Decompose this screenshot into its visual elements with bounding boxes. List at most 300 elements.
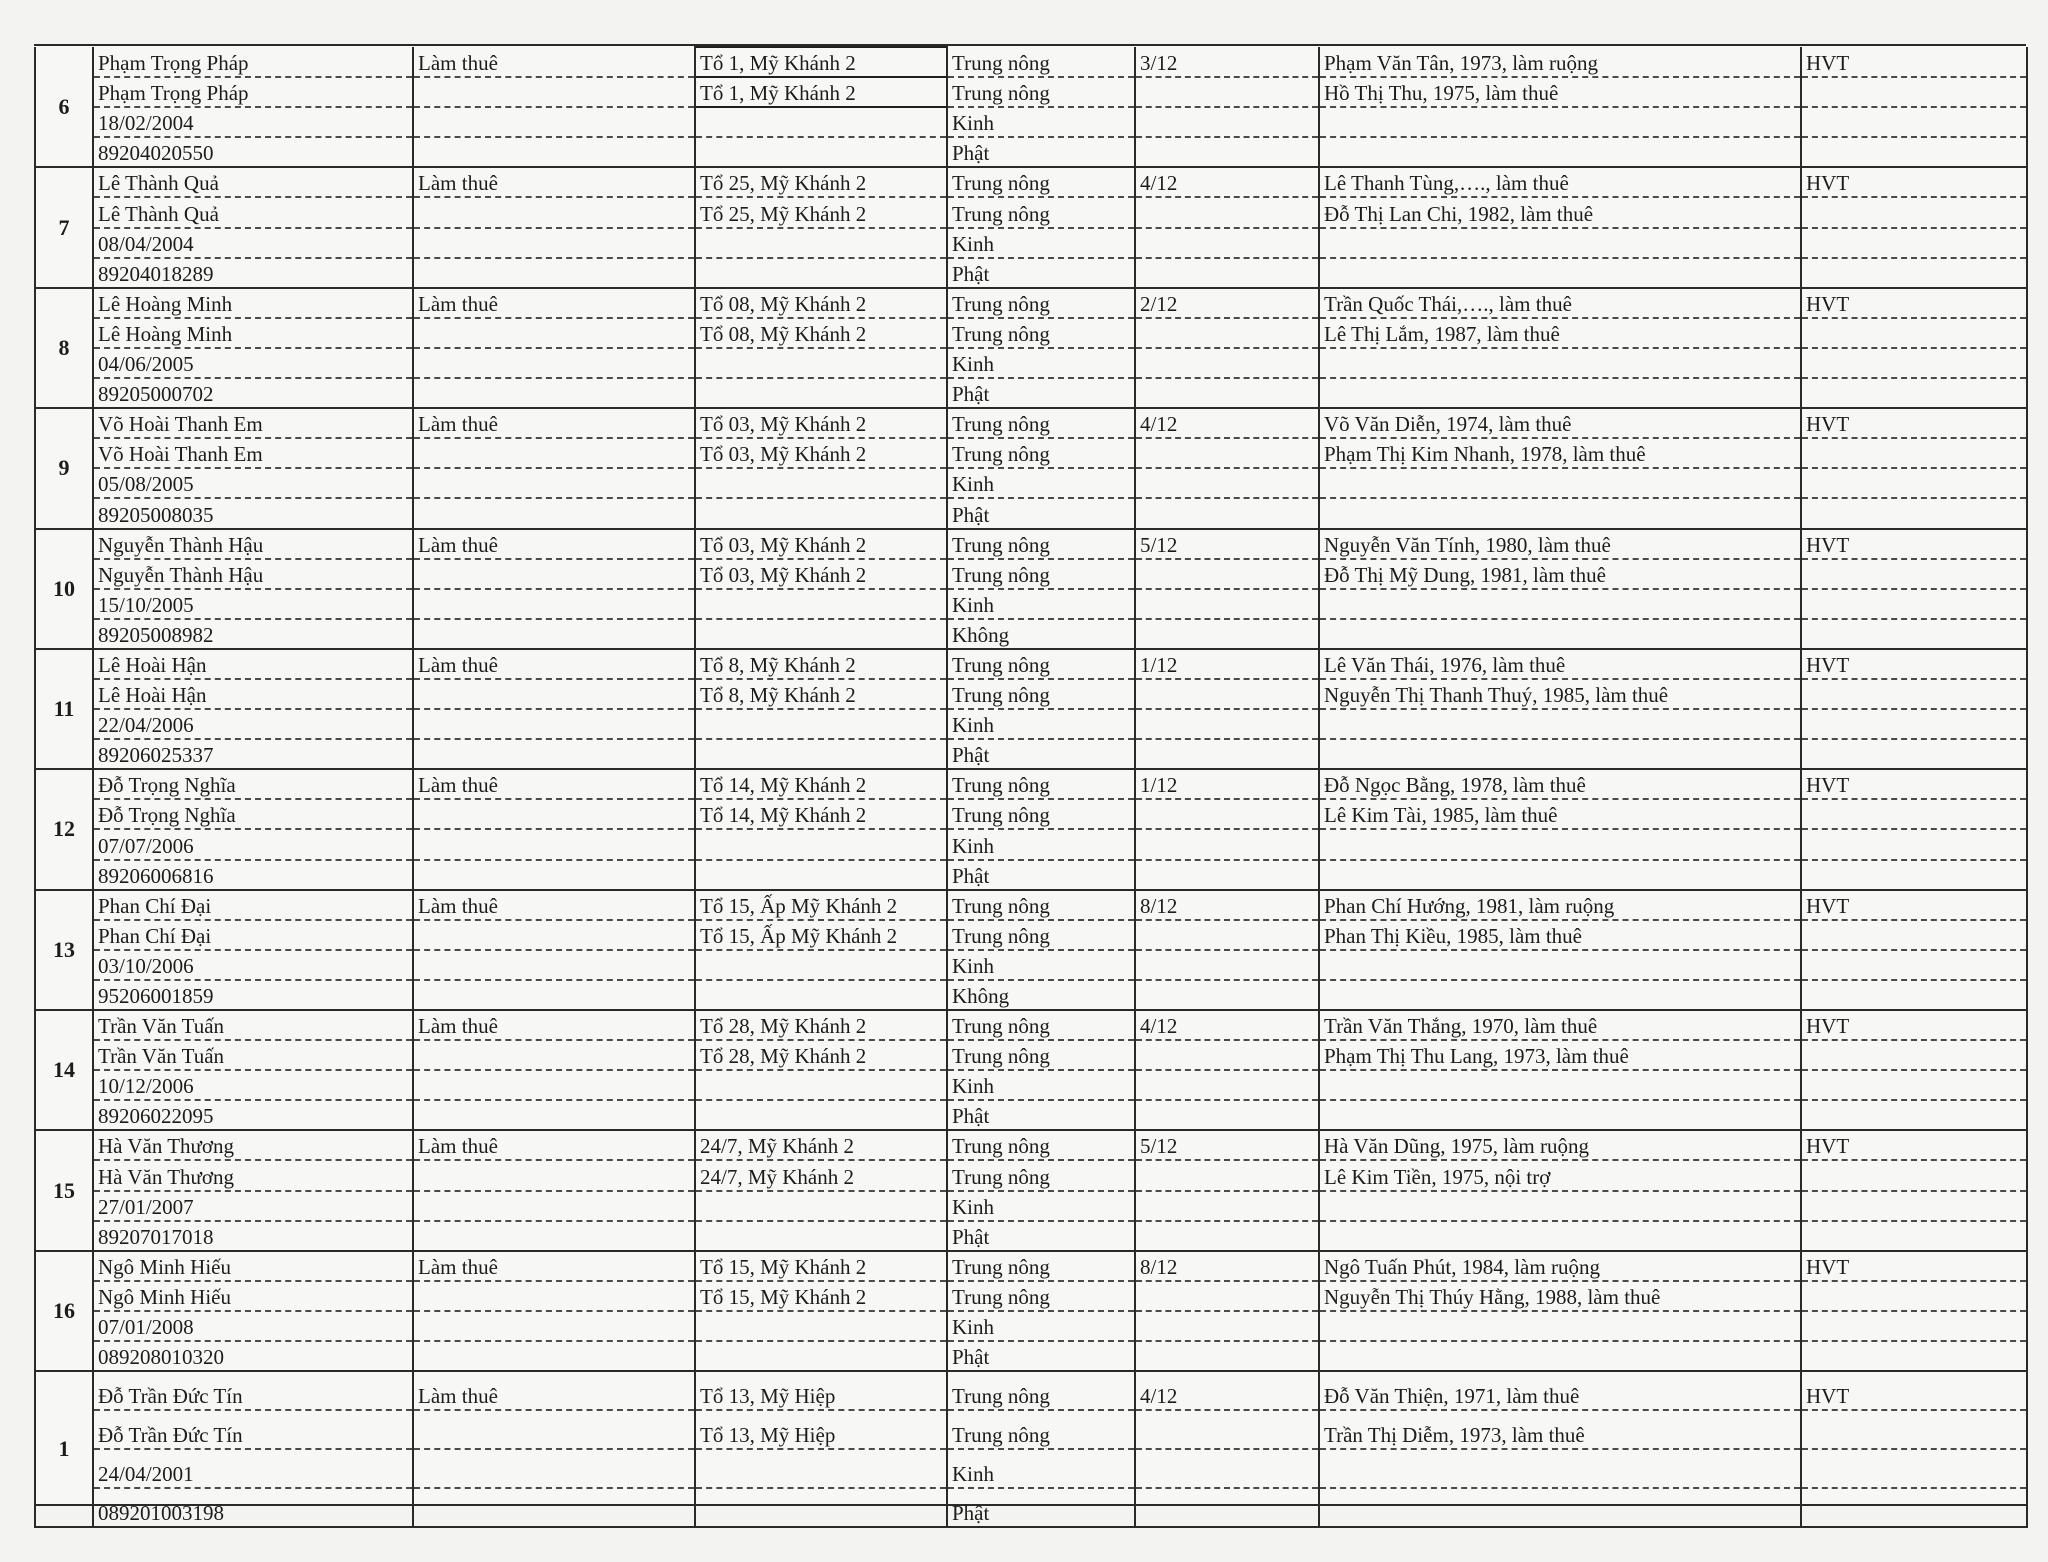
- parent-cell: [1319, 860, 1801, 890]
- address-cell: Tổ 03, Mỹ Khánh 2: [695, 408, 947, 438]
- parent-cell: [1319, 950, 1801, 980]
- education-cell: 4/12: [1135, 408, 1319, 438]
- occupation-cell: [413, 1410, 695, 1449]
- name-cell: Lê Hoài Hận: [93, 679, 413, 709]
- record-subrow: [35, 739, 2027, 769]
- parent-cell: Phan Chí Hướng, 1981, làm ruộng: [1319, 890, 1801, 920]
- class-cell: Kinh: [947, 950, 1135, 980]
- row-number: 9: [35, 408, 93, 528]
- education-cell: [1135, 498, 1319, 528]
- note-cell: [1801, 1410, 2027, 1449]
- parent-cell: Võ Văn Diễn, 1974, làm thuê: [1319, 408, 1801, 438]
- occupation-cell: [413, 1281, 695, 1311]
- record-subrow: [35, 589, 2027, 619]
- class-cell: Kinh: [947, 348, 1135, 378]
- record-subrow: [35, 498, 2027, 528]
- name-cell: 89206025337: [93, 739, 413, 769]
- parent-cell: Lê Kim Tiền, 1975, nội trợ: [1319, 1160, 1801, 1190]
- education-cell: [1135, 258, 1319, 288]
- name-cell: 89207017018: [93, 1221, 413, 1251]
- class-cell: Kinh: [947, 1311, 1135, 1341]
- parent-cell: [1319, 619, 1801, 649]
- address-cell: Tổ 14, Mỹ Khánh 2: [695, 769, 947, 799]
- education-cell: 2/12: [1135, 288, 1319, 318]
- parent-cell: [1319, 1341, 1801, 1371]
- occupation-cell: Làm thuê: [413, 167, 695, 197]
- record-subrow: [35, 1010, 2027, 1040]
- note-cell: HVT: [1801, 529, 2027, 559]
- note-cell: HVT: [1801, 167, 2027, 197]
- record-subrow: [35, 1488, 2027, 1527]
- education-cell: [1135, 348, 1319, 378]
- parent-cell: [1319, 498, 1801, 528]
- class-cell: Trung nông: [947, 47, 1135, 77]
- occupation-cell: [413, 1488, 695, 1527]
- education-cell: 5/12: [1135, 529, 1319, 559]
- name-cell: Ngô Minh Hiếu: [93, 1281, 413, 1311]
- occupation-cell: [413, 1160, 695, 1190]
- parent-cell: Phạm Thị Thu Lang, 1973, làm thuê: [1319, 1040, 1801, 1070]
- parent-cell: [1319, 1070, 1801, 1100]
- record-subrow: [35, 769, 2027, 799]
- registry-sheet: [34, 44, 2026, 1526]
- name-cell: Lê Thành Quả: [93, 167, 413, 197]
- education-cell: [1135, 829, 1319, 859]
- class-cell: Phật: [947, 137, 1135, 167]
- name-cell: 89205008035: [93, 498, 413, 528]
- education-cell: 4/12: [1135, 1371, 1319, 1410]
- record-subrow: [35, 890, 2027, 920]
- name-cell: 89206006816: [93, 860, 413, 890]
- class-cell: Trung nông: [947, 1371, 1135, 1410]
- note-cell: [1801, 1221, 2027, 1251]
- education-cell: [1135, 378, 1319, 408]
- record-subrow: [35, 529, 2027, 559]
- occupation-cell: [413, 1100, 695, 1130]
- name-cell: Hà Văn Thương: [93, 1130, 413, 1160]
- record-subrow: [35, 438, 2027, 468]
- class-cell: Trung nông: [947, 197, 1135, 227]
- record-subrow: [35, 137, 2027, 167]
- note-cell: [1801, 739, 2027, 769]
- occupation-cell: [413, 228, 695, 258]
- record-subrow: [35, 167, 2027, 197]
- occupation-cell: [413, 950, 695, 980]
- address-cell: [695, 980, 947, 1010]
- parent-cell: Hồ Thị Thu, 1975, làm thuê: [1319, 77, 1801, 107]
- name-cell: Phan Chí Đại: [93, 920, 413, 950]
- occupation-cell: [413, 920, 695, 950]
- parent-cell: [1319, 739, 1801, 769]
- note-cell: [1801, 348, 2027, 378]
- record-subrow: [35, 1191, 2027, 1221]
- class-cell: Trung nông: [947, 769, 1135, 799]
- address-cell: [695, 107, 947, 137]
- note-cell: [1801, 318, 2027, 348]
- address-cell: Tổ 15, Ấp Mỹ Khánh 2: [695, 890, 947, 920]
- address-cell: 24/7, Mỹ Khánh 2: [695, 1160, 947, 1190]
- occupation-cell: Làm thuê: [413, 649, 695, 679]
- record-subrow: [35, 860, 2027, 890]
- parent-cell: [1319, 1449, 1801, 1488]
- record-subrow: [35, 258, 2027, 288]
- class-cell: Trung nông: [947, 318, 1135, 348]
- education-cell: [1135, 1160, 1319, 1190]
- name-cell: Hà Văn Thương: [93, 1160, 413, 1190]
- address-cell: [695, 468, 947, 498]
- name-cell: Võ Hoài Thanh Em: [93, 408, 413, 438]
- row-number: 7: [35, 167, 93, 287]
- education-cell: [1135, 77, 1319, 107]
- address-cell: [695, 378, 947, 408]
- address-cell: [695, 860, 947, 890]
- address-cell: [695, 1341, 947, 1371]
- address-cell: Tổ 08, Mỹ Khánh 2: [695, 288, 947, 318]
- occupation-cell: [413, 348, 695, 378]
- row-number: 15: [35, 1130, 93, 1250]
- occupation-cell: Làm thuê: [413, 529, 695, 559]
- address-cell: [695, 348, 947, 378]
- note-cell: [1801, 498, 2027, 528]
- note-cell: [1801, 77, 2027, 107]
- class-cell: Trung nông: [947, 559, 1135, 589]
- parent-cell: Nguyễn Thị Thúy Hằng, 1988, làm thuê: [1319, 1281, 1801, 1311]
- occupation-cell: Làm thuê: [413, 769, 695, 799]
- note-cell: [1801, 1488, 2027, 1527]
- name-cell: 10/12/2006: [93, 1070, 413, 1100]
- education-cell: [1135, 318, 1319, 348]
- record-subrow: [35, 1221, 2027, 1251]
- education-cell: [1135, 950, 1319, 980]
- parent-cell: Nguyễn Thị Thanh Thuý, 1985, làm thuê: [1319, 679, 1801, 709]
- education-cell: [1135, 1449, 1319, 1488]
- record-subrow: [35, 1371, 2027, 1410]
- education-cell: [1135, 799, 1319, 829]
- record-subrow: [35, 1410, 2027, 1449]
- parent-cell: [1319, 980, 1801, 1010]
- occupation-cell: [413, 498, 695, 528]
- record-subrow: [35, 829, 2027, 859]
- note-cell: [1801, 860, 2027, 890]
- occupation-cell: [413, 860, 695, 890]
- record-subrow: [35, 107, 2027, 137]
- education-cell: [1135, 197, 1319, 227]
- name-cell: 04/06/2005: [93, 348, 413, 378]
- name-cell: Trần Văn Tuấn: [93, 1010, 413, 1040]
- occupation-cell: [413, 1070, 695, 1100]
- record-subrow: [35, 1449, 2027, 1488]
- note-cell: [1801, 1160, 2027, 1190]
- address-cell: Tổ 13, Mỹ Hiệp: [695, 1410, 947, 1449]
- record-subrow: [35, 408, 2027, 438]
- address-cell: [695, 258, 947, 288]
- occupation-cell: [413, 318, 695, 348]
- parent-cell: Đỗ Văn Thiện, 1971, làm thuê: [1319, 1371, 1801, 1410]
- occupation-cell: [413, 1449, 695, 1488]
- note-cell: [1801, 679, 2027, 709]
- record-subrow: [35, 1341, 2027, 1371]
- education-cell: 3/12: [1135, 47, 1319, 77]
- class-cell: Kinh: [947, 589, 1135, 619]
- address-cell: 24/7, Mỹ Khánh 2: [695, 1130, 947, 1160]
- note-cell: HVT: [1801, 1010, 2027, 1040]
- record-subrow: [35, 228, 2027, 258]
- row-number: 13: [35, 890, 93, 1010]
- education-cell: [1135, 1281, 1319, 1311]
- parent-cell: Đỗ Thị Lan Chi, 1982, làm thuê: [1319, 197, 1801, 227]
- parent-cell: Hà Văn Dũng, 1975, làm ruộng: [1319, 1130, 1801, 1160]
- name-cell: Lê Hoàng Minh: [93, 318, 413, 348]
- address-cell: Tổ 8, Mỹ Khánh 2: [695, 649, 947, 679]
- name-cell: 05/08/2005: [93, 468, 413, 498]
- parent-cell: Ngô Tuấn Phút, 1984, làm ruộng: [1319, 1251, 1801, 1281]
- name-cell: 18/02/2004: [93, 107, 413, 137]
- row-number: 8: [35, 288, 93, 408]
- class-cell: Phật: [947, 860, 1135, 890]
- parent-cell: Đỗ Ngọc Bằng, 1978, làm thuê: [1319, 769, 1801, 799]
- education-cell: [1135, 709, 1319, 739]
- education-cell: 8/12: [1135, 890, 1319, 920]
- record-subrow: [35, 709, 2027, 739]
- name-cell: Võ Hoài Thanh Em: [93, 438, 413, 468]
- address-cell: Tổ 13, Mỹ Hiệp: [695, 1371, 947, 1410]
- class-cell: Trung nông: [947, 1281, 1135, 1311]
- education-cell: [1135, 1040, 1319, 1070]
- occupation-cell: [413, 258, 695, 288]
- name-cell: 07/07/2006: [93, 829, 413, 859]
- record-subrow: [35, 197, 2027, 227]
- occupation-cell: [413, 1311, 695, 1341]
- class-cell: Phật: [947, 1100, 1135, 1130]
- education-cell: 8/12: [1135, 1251, 1319, 1281]
- parent-cell: Phạm Văn Tân, 1973, làm ruộng: [1319, 47, 1801, 77]
- row-number: 11: [35, 649, 93, 769]
- occupation-cell: [413, 829, 695, 859]
- occupation-cell: [413, 438, 695, 468]
- parent-cell: Lê Thanh Tùng,…., làm thuê: [1319, 167, 1801, 197]
- record-subrow: [35, 920, 2027, 950]
- record-subrow: [35, 1130, 2027, 1160]
- name-cell: 89205000702: [93, 378, 413, 408]
- name-cell: 07/01/2008: [93, 1311, 413, 1341]
- note-cell: [1801, 1070, 2027, 1100]
- record-subrow: [35, 378, 2027, 408]
- address-cell: Tổ 08, Mỹ Khánh 2: [695, 318, 947, 348]
- name-cell: 89206022095: [93, 1100, 413, 1130]
- record-subrow: [35, 799, 2027, 829]
- parent-cell: [1319, 589, 1801, 619]
- address-cell: Tổ 1, Mỹ Khánh 2: [695, 77, 947, 107]
- class-cell: Không: [947, 980, 1135, 1010]
- name-cell: Phạm Trọng Pháp: [93, 77, 413, 107]
- address-cell: [695, 137, 947, 167]
- class-cell: Kinh: [947, 829, 1135, 859]
- record-subrow: [35, 77, 2027, 107]
- note-cell: [1801, 1100, 2027, 1130]
- parent-cell: Đỗ Thị Mỹ Dung, 1981, làm thuê: [1319, 559, 1801, 589]
- parent-cell: [1319, 468, 1801, 498]
- address-cell: [695, 1488, 947, 1527]
- occupation-cell: [413, 619, 695, 649]
- class-cell: Trung nông: [947, 1410, 1135, 1449]
- address-cell: [695, 1100, 947, 1130]
- name-cell: 22/04/2006: [93, 709, 413, 739]
- name-cell: Ngô Minh Hiếu: [93, 1251, 413, 1281]
- row-number: 6: [35, 47, 93, 167]
- education-cell: [1135, 1191, 1319, 1221]
- record-subrow: [35, 1281, 2027, 1311]
- name-cell: Trần Văn Tuấn: [93, 1040, 413, 1070]
- note-cell: [1801, 619, 2027, 649]
- class-cell: Trung nông: [947, 167, 1135, 197]
- name-cell: 95206001859: [93, 980, 413, 1010]
- class-cell: Phật: [947, 739, 1135, 769]
- class-cell: Trung nông: [947, 438, 1135, 468]
- class-cell: Trung nông: [947, 529, 1135, 559]
- occupation-cell: Làm thuê: [413, 47, 695, 77]
- education-cell: [1135, 1070, 1319, 1100]
- row-number: 1: [35, 1371, 93, 1527]
- record-subrow: [35, 47, 2027, 77]
- occupation-cell: [413, 137, 695, 167]
- education-cell: 1/12: [1135, 649, 1319, 679]
- occupation-cell: [413, 709, 695, 739]
- record-subrow: [35, 1311, 2027, 1341]
- address-cell: [695, 1221, 947, 1251]
- record-subrow: [35, 619, 2027, 649]
- education-cell: [1135, 107, 1319, 137]
- address-cell: Tổ 8, Mỹ Khánh 2: [695, 679, 947, 709]
- note-cell: [1801, 799, 2027, 829]
- education-cell: 4/12: [1135, 167, 1319, 197]
- address-cell: Tổ 03, Mỹ Khánh 2: [695, 559, 947, 589]
- parent-cell: [1319, 709, 1801, 739]
- note-cell: [1801, 920, 2027, 950]
- row-number: 16: [35, 1251, 93, 1371]
- note-cell: HVT: [1801, 769, 2027, 799]
- class-cell: Phật: [947, 1221, 1135, 1251]
- name-cell: Đỗ Trần Đức Tín: [93, 1410, 413, 1449]
- name-cell: Phan Chí Đại: [93, 890, 413, 920]
- address-cell: [695, 950, 947, 980]
- class-cell: Trung nông: [947, 408, 1135, 438]
- record-subrow: [35, 649, 2027, 679]
- record-subrow: [35, 1070, 2027, 1100]
- occupation-cell: [413, 799, 695, 829]
- education-cell: [1135, 739, 1319, 769]
- record-subrow: [35, 468, 2027, 498]
- address-cell: [695, 1070, 947, 1100]
- address-cell: [695, 709, 947, 739]
- address-cell: [695, 228, 947, 258]
- class-cell: Không: [947, 619, 1135, 649]
- education-cell: [1135, 438, 1319, 468]
- education-cell: [1135, 228, 1319, 258]
- address-cell: [695, 589, 947, 619]
- note-cell: [1801, 258, 2027, 288]
- education-cell: [1135, 1311, 1319, 1341]
- parent-cell: Trần Thị Diễm, 1973, làm thuê: [1319, 1410, 1801, 1449]
- record-subrow: [35, 950, 2027, 980]
- education-cell: [1135, 980, 1319, 1010]
- occupation-cell: [413, 378, 695, 408]
- occupation-cell: [413, 197, 695, 227]
- class-cell: Kinh: [947, 228, 1135, 258]
- note-cell: [1801, 1191, 2027, 1221]
- address-cell: Tổ 03, Mỹ Khánh 2: [695, 529, 947, 559]
- address-cell: [695, 1191, 947, 1221]
- class-cell: Trung nông: [947, 288, 1135, 318]
- education-cell: [1135, 1100, 1319, 1130]
- name-cell: Đỗ Trần Đức Tín: [93, 1371, 413, 1410]
- class-cell: Trung nông: [947, 1160, 1135, 1190]
- record-subrow: [35, 1251, 2027, 1281]
- occupation-cell: [413, 468, 695, 498]
- address-cell: Tổ 03, Mỹ Khánh 2: [695, 438, 947, 468]
- name-cell: 89204020550: [93, 137, 413, 167]
- name-cell: Nguyễn Thành Hậu: [93, 559, 413, 589]
- occupation-cell: Làm thuê: [413, 1371, 695, 1410]
- address-cell: Tổ 25, Mỹ Khánh 2: [695, 197, 947, 227]
- parent-cell: Lê Thị Lắm, 1987, làm thuê: [1319, 318, 1801, 348]
- parent-cell: [1319, 1100, 1801, 1130]
- note-cell: [1801, 1040, 2027, 1070]
- record-subrow: [35, 288, 2027, 318]
- occupation-cell: [413, 739, 695, 769]
- parent-cell: [1319, 1221, 1801, 1251]
- address-cell: Tổ 15, Ấp Mỹ Khánh 2: [695, 920, 947, 950]
- parent-cell: Lê Văn Thái, 1976, làm thuê: [1319, 649, 1801, 679]
- parent-cell: [1319, 107, 1801, 137]
- occupation-cell: Làm thuê: [413, 1130, 695, 1160]
- occupation-cell: [413, 1191, 695, 1221]
- class-cell: Trung nông: [947, 77, 1135, 107]
- record-subrow: [35, 559, 2027, 589]
- note-cell: HVT: [1801, 890, 2027, 920]
- note-cell: [1801, 468, 2027, 498]
- note-cell: [1801, 228, 2027, 258]
- note-cell: HVT: [1801, 1371, 2027, 1410]
- parent-cell: Nguyễn Văn Tính, 1980, làm thuê: [1319, 529, 1801, 559]
- class-cell: Kinh: [947, 1191, 1135, 1221]
- education-cell: [1135, 468, 1319, 498]
- note-cell: [1801, 1311, 2027, 1341]
- name-cell: Nguyễn Thành Hậu: [93, 529, 413, 559]
- address-cell: [695, 739, 947, 769]
- note-cell: HVT: [1801, 649, 2027, 679]
- address-cell: Tổ 28, Mỹ Khánh 2: [695, 1010, 947, 1040]
- class-cell: Kinh: [947, 1070, 1135, 1100]
- name-cell: Lê Hoàng Minh: [93, 288, 413, 318]
- name-cell: Phạm Trọng Pháp: [93, 47, 413, 77]
- parent-cell: [1319, 348, 1801, 378]
- education-cell: [1135, 920, 1319, 950]
- address-cell: [695, 619, 947, 649]
- note-cell: [1801, 1449, 2027, 1488]
- education-cell: 5/12: [1135, 1130, 1319, 1160]
- class-cell: Trung nông: [947, 1040, 1135, 1070]
- class-cell: Trung nông: [947, 890, 1135, 920]
- education-cell: [1135, 860, 1319, 890]
- class-cell: Trung nông: [947, 679, 1135, 709]
- address-cell: Tổ 25, Mỹ Khánh 2: [695, 167, 947, 197]
- class-cell: Trung nông: [947, 920, 1135, 950]
- occupation-cell: [413, 1221, 695, 1251]
- registry-table: [34, 46, 2028, 1528]
- address-cell: [695, 498, 947, 528]
- name-cell: 89204018289: [93, 258, 413, 288]
- class-cell: Trung nông: [947, 649, 1135, 679]
